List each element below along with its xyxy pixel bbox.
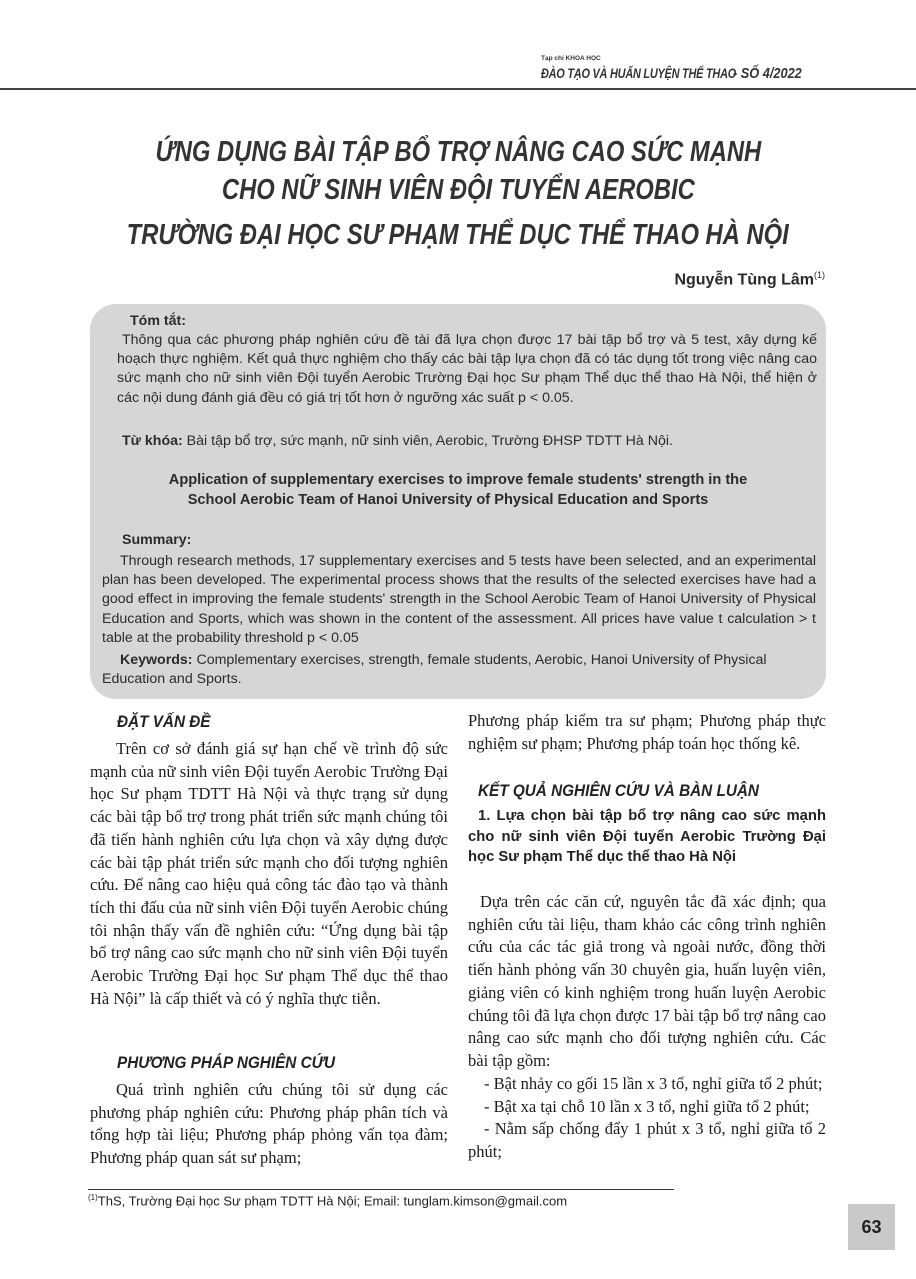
subsection-1-body: Dựa trên các căn cứ, nguyên tắc đã xác định; qua nghiên cứu tài liệu, tham khảo các công trình nghiên cứu của các tác giả trong và ngoài nước, đồng thời tiến hành phỏng vấn 30 chuyên gia, huấn luyện viên, giảng viên có kinh nghiệm trong huấn luyện Aerobic chúng tôi đã lựa chọn được 17 bài tập bổ trợ nâng cao nâng cao sức mạnh cho đối tượng nghiên cứu. Các bài tập gồm: [468,892,826,1070]
abstract-en-heading: Summary: [122,532,192,548]
keywords-en [102,651,816,689]
section-heading-methods: PHƯƠNG PHÁP NGHIÊN CỨU [117,1053,336,1072]
exercise-item: - Bật nhảy co gối 15 lần x 3 tổ, nghỉ giữa tổ 2 phút; [484,1074,823,1093]
title-line-2: CHO NỮ SINH VIÊN ĐỘI TUYỂN AEROBIC [221,174,695,206]
methods-body: Quá trình nghiên cứu chúng tôi sử dụng các phương pháp nghiên cứu: Phương pháp phân tích và tổng hợp tài liệu; Phương pháp phỏng vấn tọa đàm; Phương pháp quan sát sư phạm; [90,1080,448,1168]
exercise-item: - Nằm sấp chống đẩy 1 phút x 3 tổ, nghỉ giữa tổ 2 phút; [468,1119,826,1162]
section-heading-results: KẾT QUẢ NGHIÊN CỨU VÀ BÀN LUẬN [478,781,759,800]
title-en-line-1: Application of supplementary exercises to improve female students' strength in the [168,472,748,488]
title-en-line-2: School Aerobic Team of Hanoi University of Physical Education and Sports [187,492,709,508]
journal-small-label: Tạp chí KHOA HỌC [541,55,601,62]
page-number: 63 [848,1204,895,1250]
exercise-list [468,1073,826,1164]
author-name: Nguyễn Tùng Lâm [674,271,814,289]
footnote-rule [88,1189,674,1190]
footnote-text: ThS, Trường Đại học Sư phạm TDTT Hà Nội; Email: tunglam.kimson@gmail.com [97,1193,568,1209]
abstract-vi-body: Thông qua các phương pháp nghiên cứu đề tài đã lựa chọn được 17 bài tập bổ trợ và 5 test, xây dựng kế hoạch thực nghiệm. Kết quả thực nghiệm cho thấy các bài tập lựa chọn đã có tác dụng tốt trong việc nâng cao sức mạnh cho nữ sinh viên Đội tuyển Aerobic Trường Đại học Sư phạm Thể dục thể thao Hà Nội, thể hiện ở các nội dung đánh giá đều có giá trị tốt hơn ở ngưỡng xác suất p < 0.05. [117,332,817,406]
author-affiliation-mark: (1) [814,270,825,280]
subsection-heading-1: 1. Lựa chọn bài tập bổ trợ nâng cao sức mạnh cho nữ sinh viên Đội tuyển Aerobic Trường Đại học Sư phạm Thể dục thể thao Hà Nội [468,808,826,865]
exercise-item: - Bật xa tại chỗ 10 lần x 3 tổ, nghỉ giữa tổ 2 phút; [484,1096,810,1116]
keywords-vi [122,432,822,451]
title-line-1: ỨNG DỤNG BÀI TẬP BỔ TRỢ NÂNG CAO SỨC MẠNH [155,136,761,168]
abstract-vi-heading: Tóm tắt: [130,313,186,329]
journal-name: ĐÀO TẠO VÀ HUẤN LUYỆN THỂ THAO [541,65,737,81]
author [674,270,825,289]
introduction-body: Trên cơ sở đánh giá sự hạn chế về trình độ sức mạnh của nữ sinh viên Đội tuyển Aerobic Trường Đại học Sư phạm TDTT Hà Nội và thực trạng sử dụng các bài tập bổ trợ trong phát triển sức mạnh chúng tôi đã tiến hành nghiên cứu lựa chọn và xây dựng được các bài tập phát triển sức mạnh cho đối tượng nghiên cứu. Để nâng cao hiệu quả công tác đào tạo và thành tích thi đấu của nữ sinh viên Đội tuyển Aerobic chúng tôi nhận thấy vấn đề nghiên cứu: “Ứng dụng bài tập bổ trợ nâng cao sức mạnh cho nữ sinh viên Đội tuyển Aerobic Trường Đại học Sư phạm Thể dục thể thao Hà Nội” là cấp thiết và có ý nghĩa thực tiễn. [90,739,448,1008]
footnote-mark: (1) [88,1193,98,1202]
title-line-3: TRƯỜNG ĐẠI HỌC SƯ PHẠM THỂ DỤC THỂ THAO HÀ NỘI [126,219,790,251]
footnote [88,1193,567,1208]
header-rule [0,88,916,90]
methods-continuation: Phương pháp kiểm tra sư phạm; Phương pháp thực nghiệm sư phạm; Phương pháp toán học thống kê. [468,711,826,753]
keywords-en-label: Keywords: [120,652,193,668]
keywords-vi-label: Từ khóa: [122,433,183,449]
journal-issue: - SỐ 4/2022 [733,65,802,82]
abstract-en-body: Through research methods, 17 supplementary exercises and 5 tests have been selected, and an experimental plan has been developed. The experimental process shows that the results of the selected exercises have had a good effect in improving the female students' strength in the School Aerobic Team of Hanoi University of Physical Education and Sports, which was shown in the content of the assessment. All prices have value t calculation > t table at the probability threshold p < 0.05 [102,553,816,646]
keywords-en-text: Complementary exercises, strength, female students, Aerobic, Hanoi University of Physical Education and Sports. [102,652,767,688]
keywords-vi-text: Bài tập bổ trợ, sức mạnh, nữ sinh viên, Aerobic, Trường ĐHSP TDTT Hà Nội. [182,433,673,449]
section-heading-introduction: ĐẶT VẤN ĐỀ [117,712,211,731]
